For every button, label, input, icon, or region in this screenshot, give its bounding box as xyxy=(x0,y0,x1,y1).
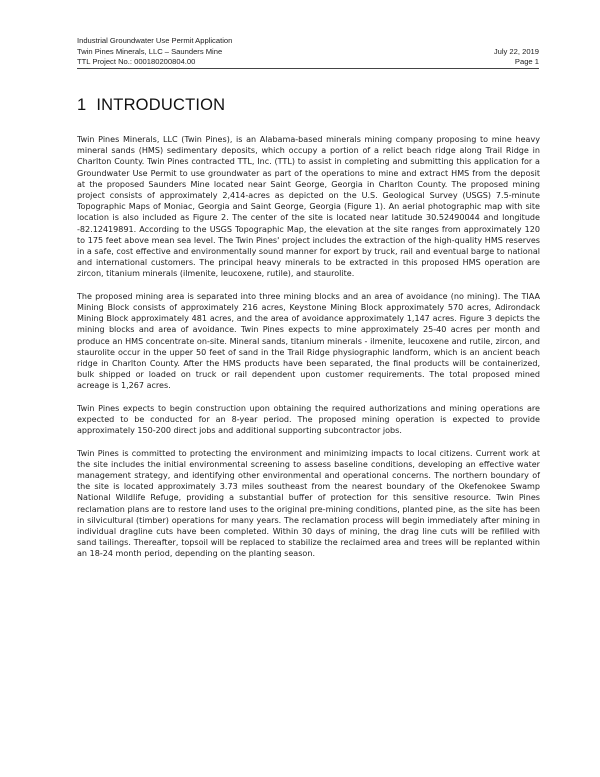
header-divider xyxy=(77,68,539,69)
header-date: July 22, 2019 xyxy=(493,46,539,56)
paragraph: The proposed mining area is separated into three mining blocks and an area of avoidance (no mining). The TIAA Mining Block consists of approximately 216 acres, Keystone Mining Block approximately 570 acres, Adirondack Mining Block approximately 481 acres, and the area of avoidance approximately 1,147 acres. Figure 3 depicts the mining blocks and area of avoidance. Twin Pines expects to mine approximately 25-40 acres per month and produce an HMS concentrate on-site. Mineral sands, titanium minerals - ilmenite, leucoxene and rutile, zircon, and staurolite occur in the upper 50 feet of sand in the Trail Ridge physiographic landform, which is an ancient beach ridge in Charlton County. After the HMS products have been separated, the final products will be containerized, bulk shipped or loaded on truck or rail dependent upon customer requirements. The total proposed mined acreage is 1,267 acres. xyxy=(77,291,540,391)
body-text xyxy=(77,134,540,571)
header-row-project xyxy=(77,57,539,68)
header-project-number: TTL Project No.: 000180200804.00 xyxy=(77,57,196,67)
header-row-company xyxy=(77,47,539,58)
header-company: Twin Pines Minerals, LLC – Saunders Mine xyxy=(77,46,223,56)
paragraph: Twin Pines Minerals, LLC (Twin Pines), is an Alabama-based minerals mining company proposing to mine heavy mineral sands (HMS) sedimentary deposits, which occupy a portion of a relict beach ridge along Trail Ridge in Charlton County. Twin Pines contracted TTL, Inc. (TTL) to assist in completing and submitting this application for a Groundwater Use Permit to use groundwater as part of the operations to mine and extract HMS from the deposit at the proposed Saunders Mine located near Saint George, Georgia in Charlton County. The proposed mining project consists of approximately 2,414-acres as depicted on the U.S. Geological Survey (USGS) 7.5-minute Topographic Maps of Moniac, Georgia and Saint George, Georgia (Figure 1). An aerial photographic map with site location is also included as Figure 2. The center of the site is located near latitude 30.52490044 and longitude -82.12419891. According to the USGS Topographic Map, the elevation at the site ranges from approximately 120 to 175 feet above mean sea level. The Twin Pines' project includes the extraction of the high-quality HMS reserves in a safe, cost effective and environmentally sound manner for export by truck, rail and eventual barge to national and international customers. The principal heavy minerals to be extracted in this proposed HMS operation are zircon, titanium minerals (ilmenite, leucoxene, rutile), and staurolite. xyxy=(77,135,540,279)
section-number: 1 xyxy=(77,96,87,114)
paragraph: Twin Pines is committed to protecting the environment and minimizing impacts to local citizens. Current work at the site includes the initial environmental screening to assess baseline conditions, developing an effective water management strategy, and identifying other environmental and operational concerns. The northern boundary of the site is located approximately 3.73 miles southeast from the nearest boundary of the Okefenokee Swamp National Wildlife Refuge, providing a substantial buffer of protection for this sensitive resource. Twin Pines reclamation plans are to restore land uses to the original pre-mining conditions, planted pine, as the site has been in silvicultural (timber) operations for many years. The reclamation process will begin immediately after mining in individual dragline cuts have been completed. Within 30 days of mining, the drag line cuts will be refilled with sand tailings. Thereafter, topsoil will be replaced to stabilize the reclaimed area and trees will be replanted within an 18-24 month period, depending on the planting season. xyxy=(77,448,540,559)
header-doc-title: Industrial Groundwater Use Permit Application xyxy=(77,36,233,45)
section-title: INTRODUCTION xyxy=(96,96,226,114)
paragraph: Twin Pines expects to begin construction upon obtaining the required authorizations and mining operations are expected to be conducted for an 8-year period. The proposed mining operation is expected to provide approximately 150-200 direct jobs and additional supporting subcontractor jobs. xyxy=(77,403,540,436)
header-page-number: Page 1 xyxy=(514,57,539,67)
page-header xyxy=(77,36,539,68)
section-heading xyxy=(77,96,225,115)
